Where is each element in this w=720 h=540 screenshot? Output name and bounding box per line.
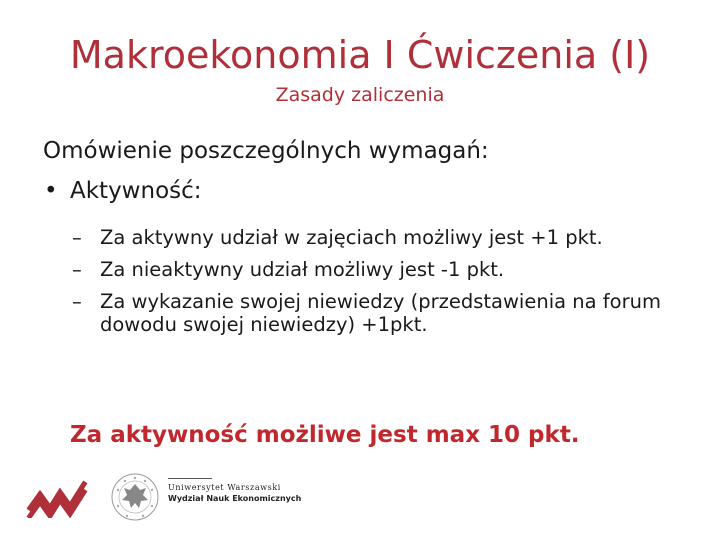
wordmark-rule <box>168 478 212 479</box>
dash-marker: – <box>72 226 82 249</box>
list-item-text: Za wykazanie swojej niewiedzy (przedstawienia na forum dowodu swojej niewiedzy) +1pkt. <box>100 289 661 337</box>
wave-logo-icon <box>26 478 88 518</box>
university-seal-icon <box>110 470 160 524</box>
university-wordmark <box>168 478 338 503</box>
footer-logos <box>22 468 322 528</box>
faculty-name: Wydział Nauk Ekonomicznych <box>168 494 302 503</box>
sub-item-list <box>72 226 692 345</box>
dash-marker: – <box>72 257 82 281</box>
emphasis-note: Za aktywność możliwe jest max 10 pkt. <box>70 422 580 448</box>
bullet-marker: • <box>44 178 58 204</box>
list-item-text: Za aktywny udział w zajęciach możliwy jest +1 pkt. <box>100 226 603 249</box>
lead-text: Omówienie poszczególnych wymagań: <box>43 138 489 164</box>
dash-marker: – <box>72 289 82 313</box>
list-item-text: Za nieaktywny udział możliwy jest -1 pkt. <box>100 257 505 281</box>
list-item <box>72 258 692 282</box>
bullet-label: Aktywność: <box>70 178 202 204</box>
bullet-activity <box>44 178 202 206</box>
list-item <box>72 226 692 250</box>
slide-title: Makroekonomia I Ćwiczenia (I) <box>69 33 651 77</box>
university-name: Uniwersytet Warszawski <box>168 483 281 492</box>
list-item <box>72 290 692 338</box>
slide-subtitle: Zasady zaliczenia <box>275 84 445 106</box>
